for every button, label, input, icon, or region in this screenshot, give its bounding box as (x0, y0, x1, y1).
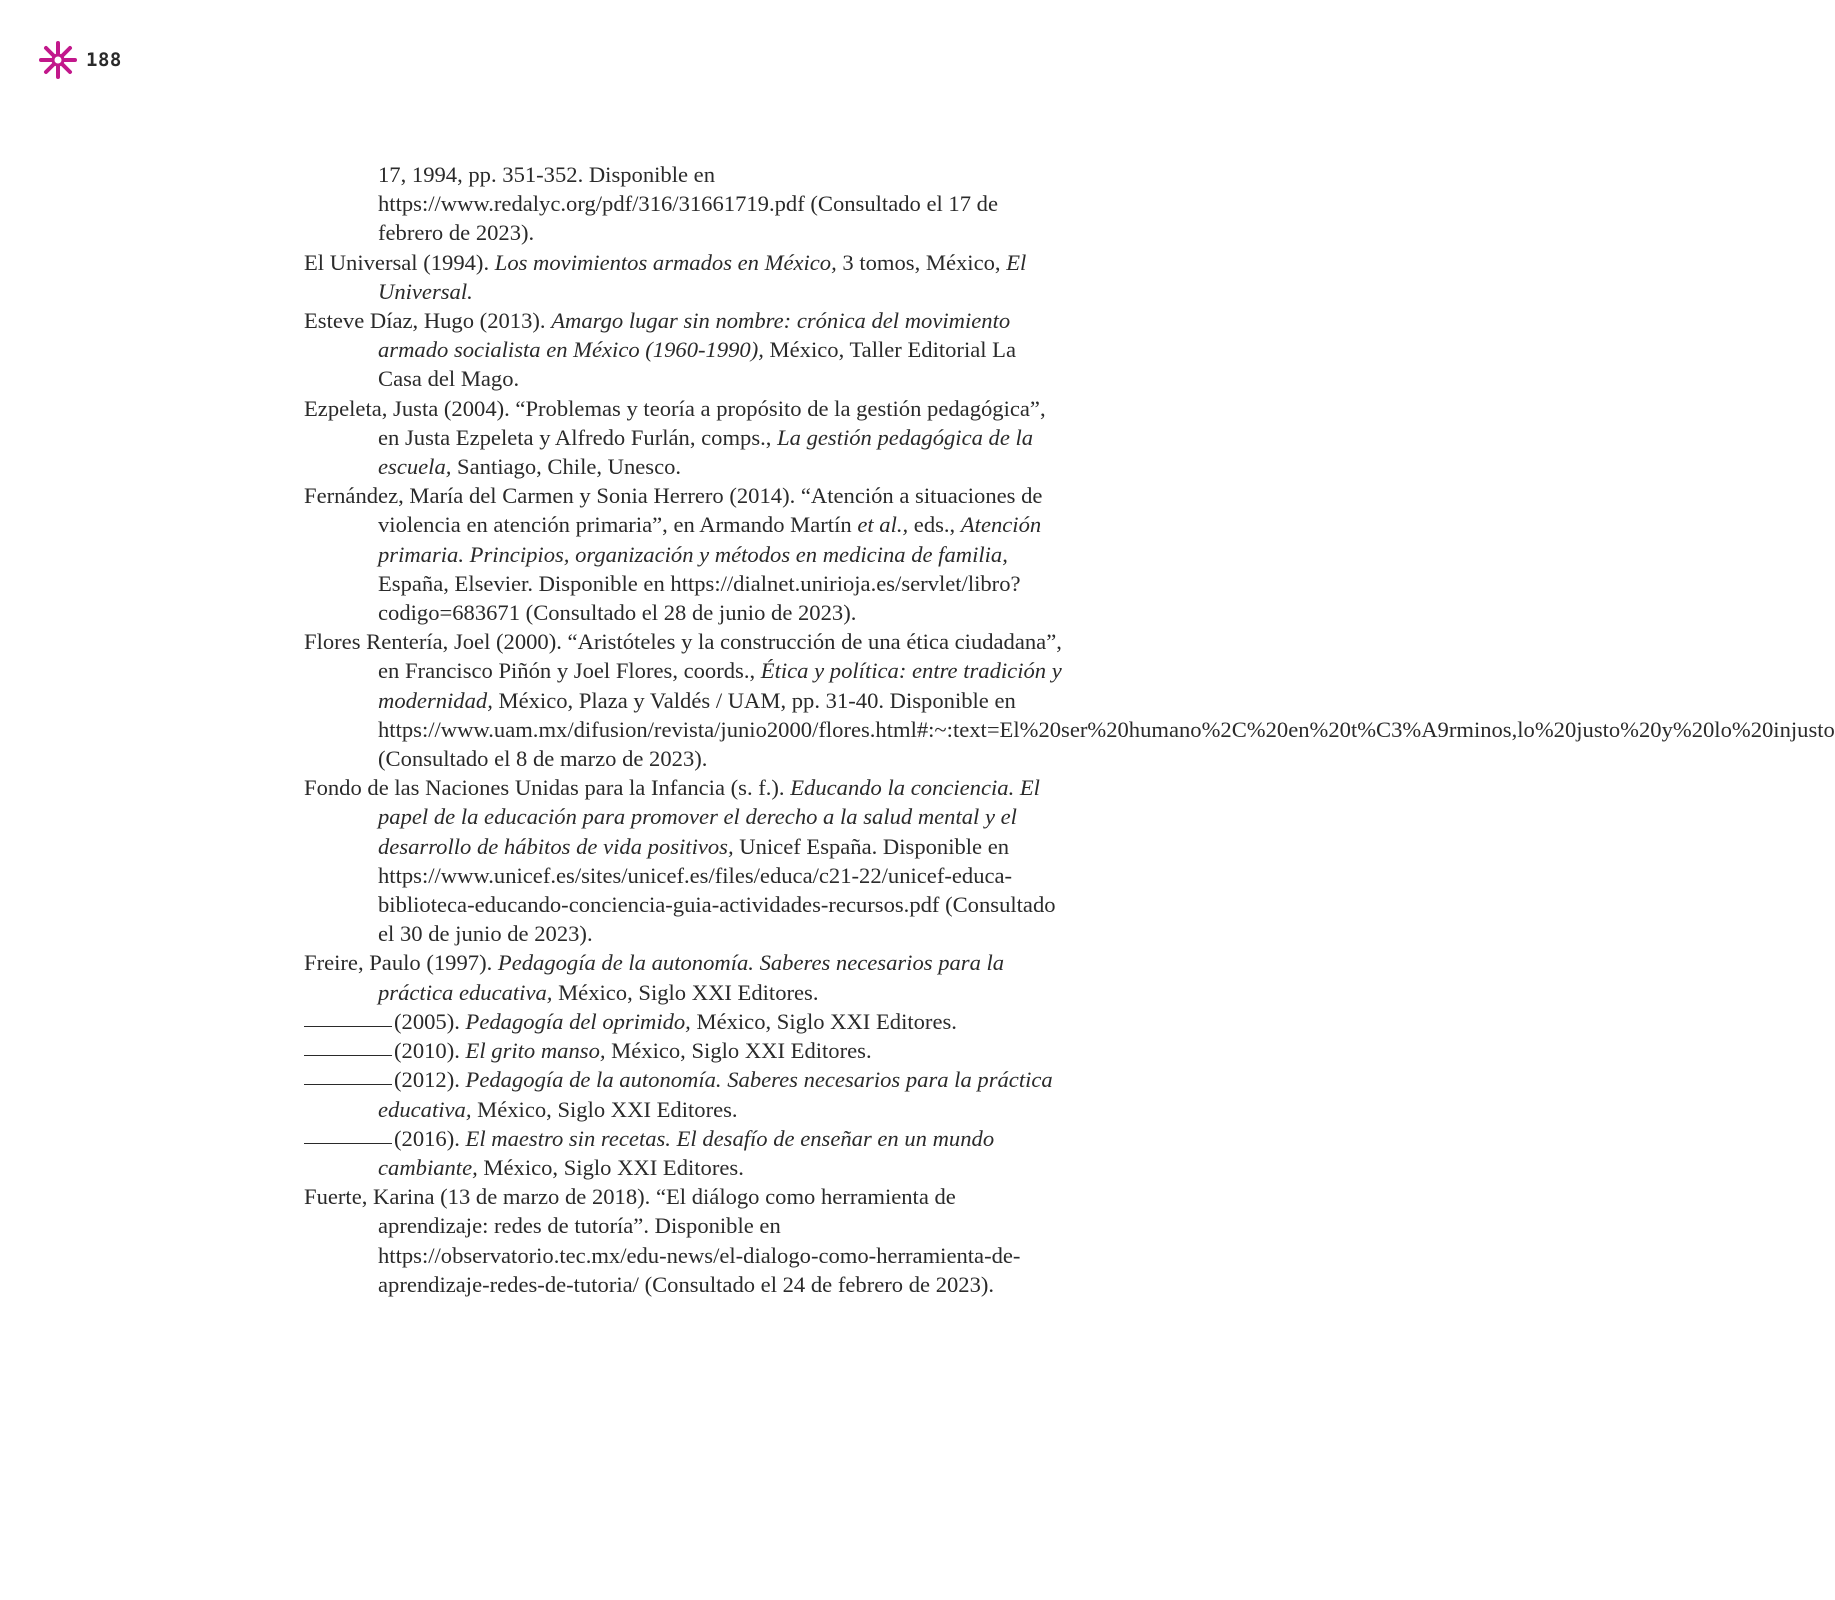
reference-title: El grito manso, (465, 1038, 606, 1064)
page-number: 188 (86, 49, 122, 71)
reference-title: Ética y política: entre tradición y modernidad, (378, 658, 1062, 713)
reference-text: Esteve Díaz, Hugo (2013). (304, 308, 552, 334)
reference-text: España, Elsevier. Disponible en https://dialnet.unirioja.es/servlet/libro?codigo=683671 (Consultado el 28 de junio de 2023). (378, 570, 1021, 626)
reference-text: Fuerte, Karina (13 de marzo de 2018). “El diálogo como herramienta de aprendizaje: redes de tutoría”. Disponible en https://observatorio.tec.mx/edu-news/el-dialogo-como-herramienta-de-aprendizaje-redes-de-tutoria/ (Consultado el 24 de febrero de 2023). (304, 1184, 1021, 1297)
reference-title: et al., (857, 512, 909, 538)
reference-text: 17, 1994, pp. 351-352. Disponible en https://www.redalyc.org/pdf/316/31661719.pdf (Consultado el 17 de febrero de 2023). (378, 162, 998, 246)
reference-entry-freire2016 (304, 1124, 1062, 1182)
reference-text: México, Siglo XXI Editores. (552, 979, 819, 1005)
reference-title: Pedagogía de la autonomía. Saberes necesarios para la práctica educativa, (378, 950, 1005, 1005)
reference-entry-flores (304, 627, 1835, 773)
reference-entry-freire2012 (304, 1065, 1062, 1123)
reference-title: Los movimientos armados en México, (494, 249, 837, 275)
reference-text: México, Siglo XXI Editores. (471, 1096, 738, 1122)
reference-text: México, Plaza y Valdés / UAM, pp. 31-40. Disponible en https://www.uam.mx/difusion/revista/junio2000/flores.html#:~:text=El%20ser%20humano%2C%20en%20t%C3%A9rminos,lo%20justo%20y%20lo%20injusto (Consultado el 8 de marzo de 2023). (378, 687, 1835, 772)
repeat-author-dash (304, 1054, 392, 1056)
asterisk-star-icon (38, 40, 78, 80)
reference-text: (2012). (394, 1067, 466, 1093)
reference-title: La gestión pedagógica de la escuela, (378, 424, 1034, 480)
reference-entry-cont (304, 160, 1062, 248)
reference-text: Flores Rentería, Joel (2000). “Aristóteles y la construcción de una ética ciudadana”, en Francisco Piñón y Joel Flores, coords., (304, 629, 1062, 684)
reference-text: México, Taller Editorial La Casa del Mago. (378, 337, 1017, 392)
reference-entry-ezpeleta (304, 394, 1062, 482)
reference-entry-freire2005 (304, 1007, 1062, 1036)
reference-text: 3 tomos, México, (836, 249, 1007, 275)
reference-text: México, Siglo XXI Editores. (477, 1154, 744, 1180)
reference-text: Ezpeleta, Justa (2004). “Problemas y teoría a propósito de la gestión pedagógica”, en Justa Ezpeleta y Alfredo Furlán, comps., (304, 395, 1046, 450)
reference-title: El maestro sin recetas. El desafío de enseñar en un mundo cambiante, (378, 1125, 995, 1180)
reference-entry-fuerte (304, 1182, 1062, 1299)
reference-text: México, Siglo XXI Editores. (605, 1038, 872, 1064)
reference-text: (2016). (394, 1125, 466, 1151)
reference-title: Pedagogía del oprimido, (465, 1008, 691, 1034)
reference-title: El Universal. (378, 249, 1027, 304)
page-header (38, 40, 122, 80)
reference-title: Amargo lugar sin nombre: crónica del movimiento armado socialista en México (1960-1990), (378, 308, 1011, 363)
reference-entry-freire1997 (304, 948, 1062, 1006)
repeat-author-dash (304, 1142, 392, 1144)
reference-text: Fondo de las Naciones Unidas para la Infancia (s. f.). (304, 775, 791, 801)
reference-text: (2005). (394, 1008, 466, 1034)
reference-text: Freire, Paulo (1997). (304, 950, 498, 976)
reference-entry-eluniversal (304, 248, 1062, 306)
reference-entry-fernandez (304, 481, 1062, 627)
reference-entry-unicef (304, 773, 1062, 948)
reference-title: Pedagogía de la autonomía. Saberes necesarios para la práctica educativa, (378, 1067, 1053, 1122)
repeat-author-dash (304, 1025, 392, 1027)
reference-title: Educando la conciencia. El papel de la educación para promover el derecho a la salud mental y el desarrollo de hábitos de vida positivos, (378, 775, 1040, 859)
reference-title: Atención primaria. Principios, organización y métodos en medicina de familia, (378, 512, 1042, 567)
reference-text: Fernández, María del Carmen y Sonia Herrero (2014). “Atención a situaciones de violencia en atención primaria”, en Armando Martín (304, 483, 1043, 538)
reference-entry-freire2010 (304, 1036, 1062, 1065)
reference-text: México, Siglo XXI Editores. (690, 1008, 957, 1034)
reference-text: (2010). (394, 1038, 466, 1064)
reference-text: Santiago, Chile, Unesco. (451, 454, 682, 480)
repeat-author-dash (304, 1083, 392, 1085)
reference-entry-esteve (304, 306, 1062, 394)
reference-text: El Universal (1994). (304, 249, 495, 275)
bibliography-list (304, 160, 1835, 1299)
reference-text: eds., (908, 512, 961, 538)
reference-text: Unicef España. Disponible en https://www.unicef.es/sites/unicef.es/files/educa/c21-22/unicef-educa-biblioteca-educando-conciencia-guia-actividades-recursos.pdf (Consultado el 30 de junio de 2023). (378, 833, 1056, 947)
